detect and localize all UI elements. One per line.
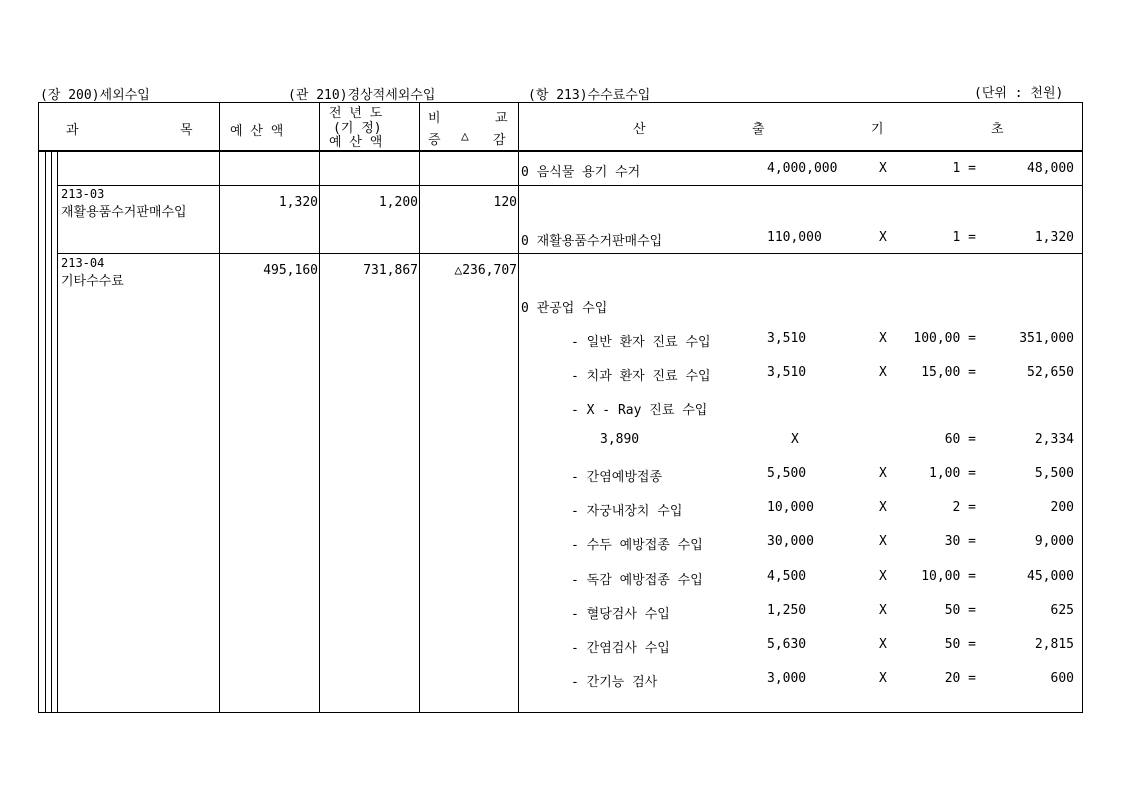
calc-item: - 간기능 검사 <box>571 675 658 690</box>
calc-title: 0 관공업 수입 <box>521 301 608 316</box>
item-name: 재활용품수거판매수입 <box>61 205 187 220</box>
calc-result: 2,334 <box>1034 432 1074 447</box>
col-divider <box>518 102 519 713</box>
calc-rate: 1,00 = <box>929 466 976 481</box>
col-divider <box>319 102 320 713</box>
calc-multiply: X <box>879 466 887 481</box>
calc-rate: 60 = <box>944 432 976 447</box>
calc-result: 1,320 <box>1034 230 1074 245</box>
prev-amount: 731,867 <box>363 263 418 278</box>
calc-result: 45,000 <box>1027 569 1074 584</box>
calc-item: - X - Ray 진료 수입 <box>571 403 708 418</box>
col-prev-line2: (기 정) <box>333 121 382 136</box>
calc-item: 0 음식물 용기 수거 <box>521 165 641 180</box>
budget-table <box>38 102 1083 713</box>
col-divider <box>219 102 220 713</box>
calc-result: 9,000 <box>1034 534 1074 549</box>
calc-rate: 1 = <box>952 230 976 245</box>
calc-multiply: X <box>879 161 887 176</box>
calc-qty: 3,000 <box>767 671 807 686</box>
calc-item: - 수두 예방접종 수입 <box>571 538 703 553</box>
prev-amount: 1,200 <box>378 195 418 210</box>
budget-amount: 495,160 <box>263 263 318 278</box>
calc-rate: 10,00 = <box>921 569 976 584</box>
col-calc-2: 출 <box>752 122 765 137</box>
col-subject-b: 목 <box>180 123 193 138</box>
calc-rate: 100,00 = <box>913 331 976 346</box>
calc-qty: 10,000 <box>767 500 814 515</box>
calc-qty: 110,000 <box>767 230 822 245</box>
calc-qty: 3,510 <box>767 365 807 380</box>
calc-rate: 2 = <box>952 500 976 515</box>
calc-qty: 4,000,000 <box>767 161 838 176</box>
calc-multiply: X <box>879 569 887 584</box>
calc-rate: 30 = <box>944 534 976 549</box>
header-unit: (단위 : 천원) <box>974 86 1064 101</box>
col-increase: 증 <box>428 133 441 148</box>
header-gwan: (관 210)경상적세외수입 <box>288 88 436 103</box>
calc-rate: 50 = <box>944 603 976 618</box>
calc-qty: 4,500 <box>767 569 807 584</box>
calc-qty: 30,000 <box>767 534 814 549</box>
diff-amount: △236,707 <box>454 263 517 278</box>
col-compare-b: 교 <box>495 111 508 126</box>
calc-result: 600 <box>1050 671 1074 686</box>
calc-item: - 혈당검사 수입 <box>571 607 670 622</box>
margin-line <box>51 151 52 713</box>
calc-multiply: X <box>879 500 887 515</box>
calc-multiply: X <box>879 230 887 245</box>
item-code: 213-03 <box>61 187 105 201</box>
col-calc-4: 초 <box>991 122 1004 137</box>
margin-line <box>57 151 58 713</box>
item-name: 기타수수료 <box>61 274 124 289</box>
col-budget: 예 산 액 <box>230 124 284 139</box>
calc-qty: 5,630 <box>767 637 807 652</box>
row-divider <box>57 253 1083 254</box>
calc-multiply: X <box>879 637 887 652</box>
calc-item: - 간염검사 수입 <box>571 641 670 656</box>
col-compare-a: 비 <box>428 111 441 126</box>
calc-result: 5,500 <box>1034 466 1074 481</box>
calc-item: - 치과 환자 진료 수입 <box>571 369 711 384</box>
col-prev-line3: 예 산 액 <box>329 135 383 150</box>
row-divider <box>57 185 1083 186</box>
calc-result: 48,000 <box>1027 161 1074 176</box>
calc-multiply: X <box>879 331 887 346</box>
calc-qty: 1,250 <box>767 603 807 618</box>
calc-item: - 독감 예방접종 수입 <box>571 573 703 588</box>
item-code: 213-04 <box>61 256 105 270</box>
calc-result: 625 <box>1050 603 1074 618</box>
col-subject-a: 과 <box>66 123 79 138</box>
header-divider <box>38 150 1083 152</box>
calc-multiply: X <box>879 365 887 380</box>
calc-multiply: X <box>879 534 887 549</box>
calc-multiply: X <box>791 432 799 447</box>
col-prev-line1: 전 년 도 <box>329 106 383 121</box>
calc-result: 52,650 <box>1027 365 1074 380</box>
calc-item: - 자궁내장치 수입 <box>571 504 683 519</box>
calc-item: - 일반 환자 진료 수입 <box>571 335 711 350</box>
calc-qty: 3,890 <box>600 432 640 447</box>
calc-result: 200 <box>1050 500 1074 515</box>
header-jang: (장 200)세외수입 <box>40 88 150 103</box>
calc-item: 0 재활용품수거판매수입 <box>521 234 663 249</box>
col-calc-1: 산 <box>633 122 646 137</box>
col-divider <box>419 102 420 713</box>
budget-amount: 1,320 <box>278 195 318 210</box>
calc-multiply: X <box>879 603 887 618</box>
calc-result: 2,815 <box>1034 637 1074 652</box>
calc-multiply: X <box>879 671 887 686</box>
col-calc-3: 기 <box>871 122 884 137</box>
col-delta: △ <box>461 129 469 144</box>
col-decrease: 감 <box>493 133 506 148</box>
calc-rate: 15,00 = <box>921 365 976 380</box>
calc-rate: 20 = <box>944 671 976 686</box>
header-hang: (항 213)수수료수입 <box>528 88 651 103</box>
calc-rate: 1 = <box>952 161 976 176</box>
diff-amount: 120 <box>493 195 517 210</box>
calc-rate: 50 = <box>944 637 976 652</box>
calc-qty: 3,510 <box>767 331 807 346</box>
margin-line <box>45 151 46 713</box>
calc-result: 351,000 <box>1019 331 1074 346</box>
calc-qty: 5,500 <box>767 466 807 481</box>
calc-item: - 간염예방접종 <box>571 470 663 485</box>
